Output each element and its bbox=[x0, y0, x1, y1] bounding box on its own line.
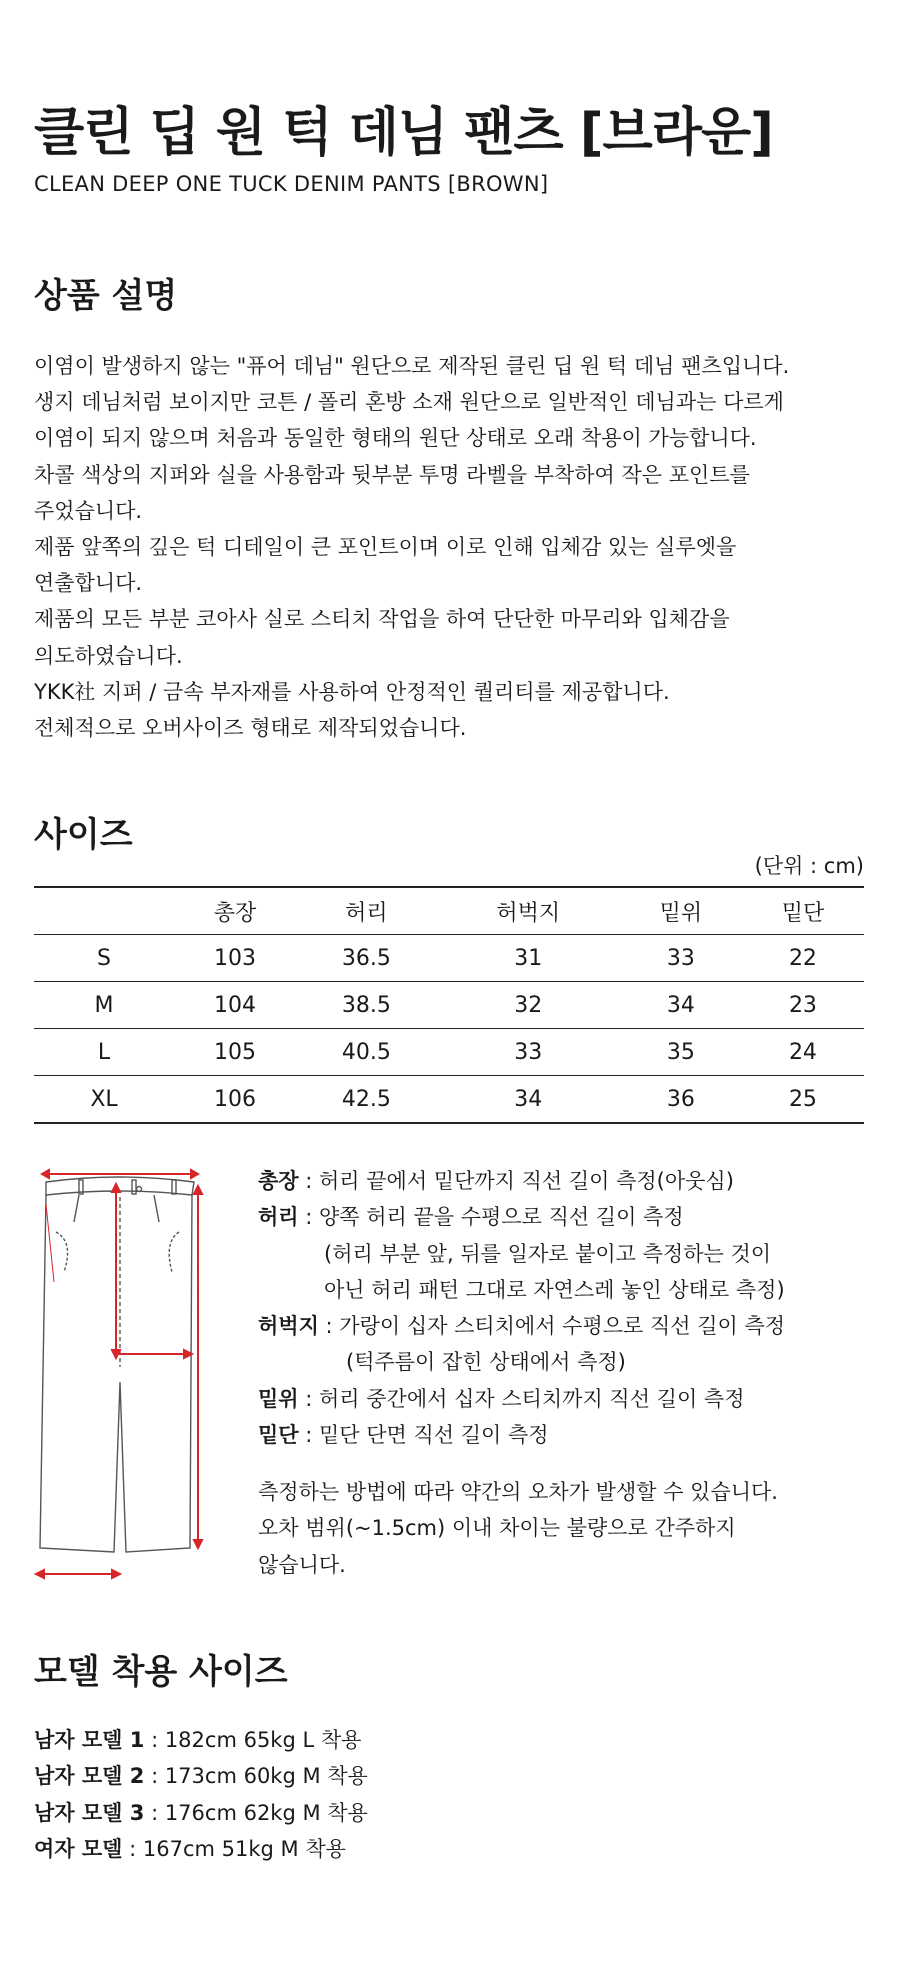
column-header: 허리 bbox=[345, 900, 388, 926]
size-heading: 사이즈 bbox=[34, 815, 133, 855]
note-line: 오차 범위(~1.5cm) 이내 차이는 불량으로 간주하지 bbox=[258, 1516, 736, 1541]
table-cell: 24 bbox=[788, 1039, 817, 1065]
measure-text: : 양쪽 허리 끝을 수평으로 직선 길이 측정 bbox=[298, 1205, 684, 1230]
table-cell: 40.5 bbox=[341, 1039, 391, 1065]
measurement-guide bbox=[258, 1163, 878, 1453]
model-label: 남자 모델 2 bbox=[34, 1764, 145, 1789]
measure-label: 밑단 bbox=[258, 1423, 299, 1448]
note-line: 않습니다. bbox=[258, 1552, 346, 1577]
column-header: 밑위 bbox=[659, 900, 703, 926]
table-cell: 34 bbox=[514, 1086, 543, 1112]
measure-thigh bbox=[258, 1308, 878, 1344]
measure-text: : 허리 중간에서 십자 스티치까지 직선 길이 측정 bbox=[298, 1386, 745, 1411]
table-cell: 35 bbox=[666, 1039, 695, 1065]
description-line: 전체적으로 오버사이즈 형태로 제작되었습니다. bbox=[34, 716, 467, 741]
measure-text: : 밑단 단면 직선 길이 측정 bbox=[298, 1423, 549, 1448]
table-cell: 25 bbox=[788, 1086, 817, 1112]
measure-label: 허벅지 bbox=[258, 1314, 319, 1339]
table-cell: 31 bbox=[514, 945, 543, 971]
description-heading: 상품 설명 bbox=[34, 276, 178, 316]
table-cell: 22 bbox=[788, 945, 817, 971]
model-label: 여자 모델 bbox=[34, 1836, 123, 1861]
measure-waist bbox=[258, 1199, 878, 1235]
description-line: 연출합니다. bbox=[34, 571, 143, 596]
size-unit: (단위 : cm) bbox=[754, 854, 864, 878]
column-header: 총장 bbox=[213, 900, 257, 926]
model-info: : 182cm 65kg L 착용 bbox=[144, 1728, 362, 1752]
model-list bbox=[34, 1722, 368, 1867]
measure-label: 허리 bbox=[258, 1205, 299, 1230]
measure-total bbox=[258, 1163, 878, 1199]
description-line: 제품 앞쪽의 깊은 턱 디테일이 큰 포인트이며 이로 인해 입체감 있는 실루엣을 bbox=[34, 535, 737, 560]
model-label: 남자 모델 1 bbox=[34, 1728, 145, 1752]
column-header bbox=[34, 887, 174, 935]
table-row bbox=[34, 1029, 864, 1076]
product-subtitle: CLEAN DEEP ONE TUCK DENIM PANTS [BROWN] bbox=[34, 172, 549, 196]
list-item bbox=[34, 1758, 368, 1794]
measure-thigh-note: (턱주름이 잡힌 상태에서 측정) bbox=[346, 1350, 626, 1375]
table-row bbox=[34, 982, 864, 1029]
table-cell: 36 bbox=[666, 1086, 695, 1112]
measure-hem bbox=[258, 1417, 878, 1453]
table-cell: 106 bbox=[214, 1086, 257, 1112]
table-cell: 33 bbox=[514, 1039, 543, 1065]
models-heading: 모델 착용 사이즈 bbox=[34, 1652, 288, 1692]
table-cell: 103 bbox=[214, 945, 257, 971]
size-table bbox=[34, 886, 864, 1124]
table-row bbox=[34, 1076, 864, 1124]
measurement-note bbox=[258, 1474, 778, 1583]
model-info: : 167cm 51kg M 착용 bbox=[122, 1836, 346, 1861]
table-cell: M bbox=[94, 992, 114, 1018]
measure-label: 총장 bbox=[258, 1169, 299, 1193]
list-item bbox=[34, 1795, 368, 1831]
measurement-arrows bbox=[36, 1170, 202, 1578]
note-line: 측정하는 방법에 따라 약간의 오차가 발생할 수 있습니다. bbox=[258, 1480, 778, 1504]
table-cell: XL bbox=[90, 1086, 118, 1112]
table-cell: 32 bbox=[514, 992, 543, 1018]
table-cell: 33 bbox=[666, 945, 695, 971]
column-header: 밑단 bbox=[781, 900, 825, 926]
description-body bbox=[34, 348, 864, 746]
list-item bbox=[34, 1722, 368, 1758]
description-line: YKK社 지퍼 / 금속 부자재를 사용하여 안정적인 퀄리티를 제공합니다. bbox=[34, 679, 670, 704]
measure-label: 밑위 bbox=[258, 1386, 299, 1411]
table-cell: 105 bbox=[214, 1039, 257, 1065]
measure-waist-note: 아닌 허리 패턴 그대로 자연스레 놓인 상태로 측정) bbox=[324, 1277, 785, 1302]
list-item bbox=[34, 1831, 368, 1867]
table-cell: 42.5 bbox=[341, 1086, 391, 1112]
model-info: : 176cm 62kg M 착용 bbox=[144, 1800, 368, 1825]
description-line: 생지 데님처럼 보이지만 코튼 / 폴리 혼방 소재 원단으로 일반적인 데님과는 다르게 bbox=[34, 390, 784, 415]
measure-text: : 가랑이 십자 스티치에서 수평으로 직선 길이 측정 bbox=[318, 1314, 786, 1339]
description-line: 이염이 발생하지 않는 "퓨어 데님" 원단으로 제작된 클린 딥 원 턱 데님 팬츠입니다. bbox=[34, 354, 790, 378]
model-label: 남자 모델 3 bbox=[34, 1800, 145, 1825]
measure-rise bbox=[258, 1381, 878, 1417]
column-header: 허벅지 bbox=[496, 900, 561, 926]
table-row bbox=[34, 935, 864, 982]
description-line: 주었습니다. bbox=[34, 498, 143, 523]
table-cell: 36.5 bbox=[341, 945, 391, 971]
measure-text: : 허리 끝에서 밑단까지 직선 길이 측정(아웃심) bbox=[298, 1169, 734, 1193]
size-table-header bbox=[34, 887, 864, 935]
description-line: 이염이 되지 않으며 처음과 동일한 형태의 원단 상태로 오래 착용이 가능합니다. bbox=[34, 426, 757, 451]
product-title: 클린 딥 원 턱 데님 팬츠 [브라운] bbox=[34, 103, 773, 163]
pants-measurement-diagram bbox=[34, 1162, 239, 1582]
description-line: 차콜 색상의 지퍼와 실을 사용함과 뒷부분 투명 라벨을 부착하여 작은 포인트를 bbox=[34, 462, 750, 487]
table-cell: 34 bbox=[666, 992, 695, 1018]
description-line: 의도하였습니다. bbox=[34, 643, 183, 668]
table-cell: L bbox=[97, 1039, 111, 1065]
model-info: : 173cm 60kg M 착용 bbox=[144, 1764, 368, 1789]
table-cell: 104 bbox=[214, 992, 257, 1018]
table-cell: 38.5 bbox=[341, 992, 391, 1018]
table-cell: S bbox=[97, 945, 111, 971]
description-line: 제품의 모든 부분 코아사 실로 스티치 작업을 하여 단단한 마무리와 입체감을 bbox=[34, 607, 730, 632]
measure-waist-note: (허리 부분 앞, 뒤를 일자로 붙이고 측정하는 것이 bbox=[324, 1241, 772, 1266]
table-cell: 23 bbox=[788, 992, 817, 1018]
